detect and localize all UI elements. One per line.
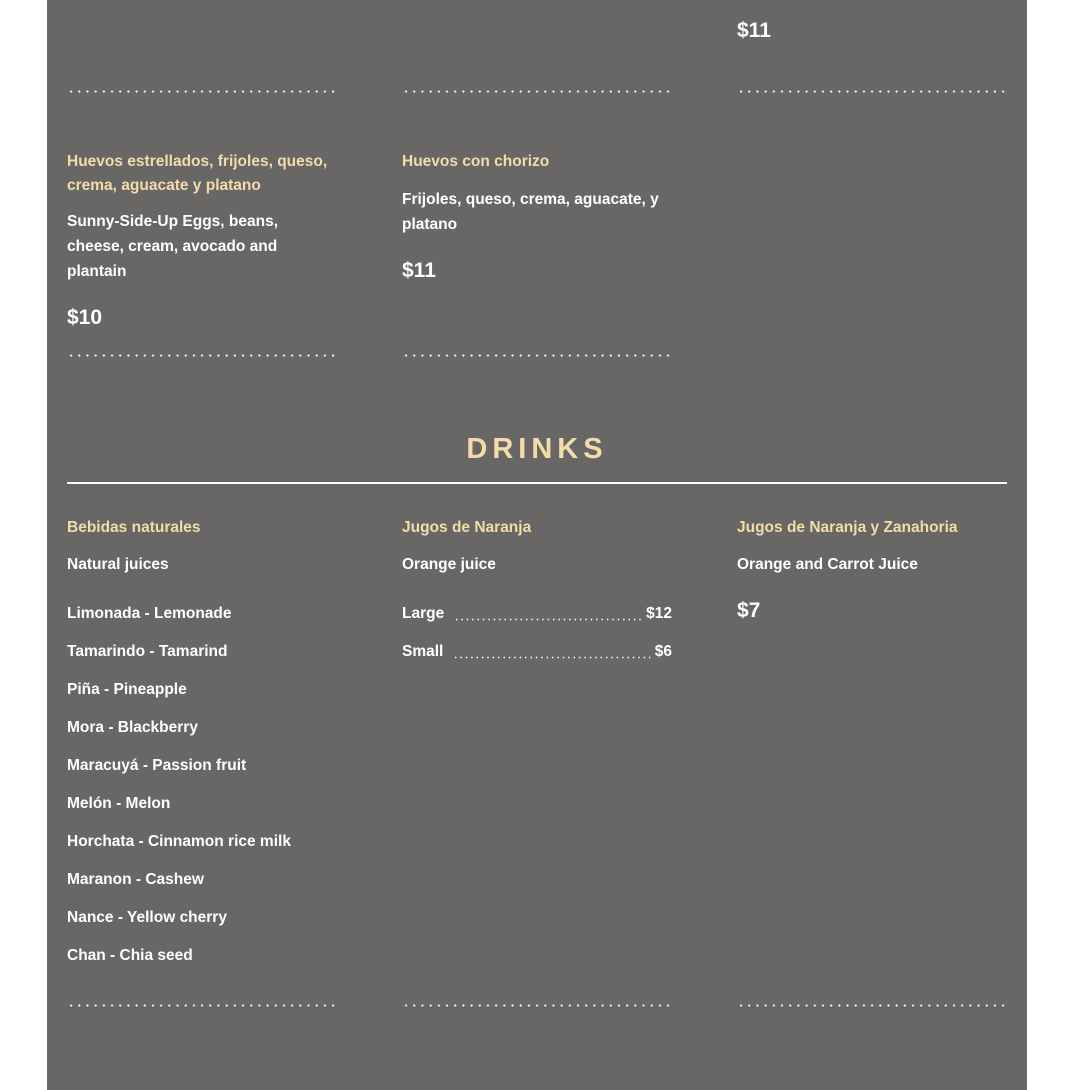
dotted-divider (737, 90, 1007, 93)
juice-option: Melón - Melon (67, 795, 171, 812)
juice-option: Nance - Yellow cherry (67, 909, 227, 926)
dotted-divider (67, 1004, 337, 1007)
juice-option: Chan - Chia seed (67, 947, 193, 964)
juice-option: Piña - Pineapple (67, 681, 187, 698)
item-description: Sunny-Side-Up Eggs, beans, cheese, cream, avocado and plantain (67, 213, 278, 280)
section-title-drinks: DRINKS (466, 433, 608, 465)
menu-item-bebidas-naturales (67, 516, 337, 976)
size-price: $6 (654, 643, 672, 660)
dotted-divider (402, 90, 672, 93)
juice-option: Maranon - Cashew (67, 871, 204, 888)
dotted-divider (67, 354, 337, 357)
item-description: Orange and Carrot Juice (737, 556, 918, 573)
juice-option: Horchata - Cinnamon rice milk (67, 833, 291, 850)
item-price: $7 (737, 599, 761, 622)
item-price: $11 (402, 259, 436, 282)
juice-option: Mora - Blackberry (67, 719, 198, 736)
dotted-divider (737, 1004, 1007, 1007)
item-name: Huevos con chorizo (402, 153, 550, 170)
item-description: Natural juices (67, 556, 169, 573)
item-description: Frijoles, queso, crema, aguacate, y platano (402, 191, 659, 233)
juice-option: Tamarindo - Tamarind (67, 643, 228, 660)
item-description: Orange juice (402, 556, 496, 573)
item-name: Huevos estrellados, frijoles, queso, crema, aguacate y platano (67, 153, 328, 194)
size-row-large (402, 604, 672, 624)
menu-item-huevos-chorizo (402, 150, 672, 284)
price-leader (454, 618, 642, 621)
dotted-divider (402, 1004, 672, 1007)
juice-option: Limonada - Lemonade (67, 605, 232, 622)
size-label: Large (402, 605, 445, 622)
dotted-divider (67, 90, 337, 93)
section-rule (67, 482, 1007, 484)
size-price: $12 (646, 605, 672, 622)
dotted-divider (402, 354, 672, 357)
item-name: Bebidas naturales (67, 519, 201, 536)
size-row-small (402, 642, 672, 662)
item-price: $11 (737, 19, 771, 42)
menu-item-jugos-naranja (402, 516, 672, 676)
menu-panel (47, 0, 1027, 1090)
size-label: Small (402, 643, 444, 660)
item-name: Jugos de Naranja (402, 519, 532, 536)
juice-option: Maracuyá - Passion fruit (67, 757, 247, 774)
menu-item-partial (737, 18, 1007, 44)
item-price: $10 (67, 306, 103, 329)
item-name: Jugos de Naranja y Zanahoria (737, 519, 958, 536)
menu-item-jugos-naranja-zanahoria (737, 516, 1007, 624)
price-leader (453, 656, 650, 659)
menu-item-huevos-estrellados (67, 150, 337, 331)
